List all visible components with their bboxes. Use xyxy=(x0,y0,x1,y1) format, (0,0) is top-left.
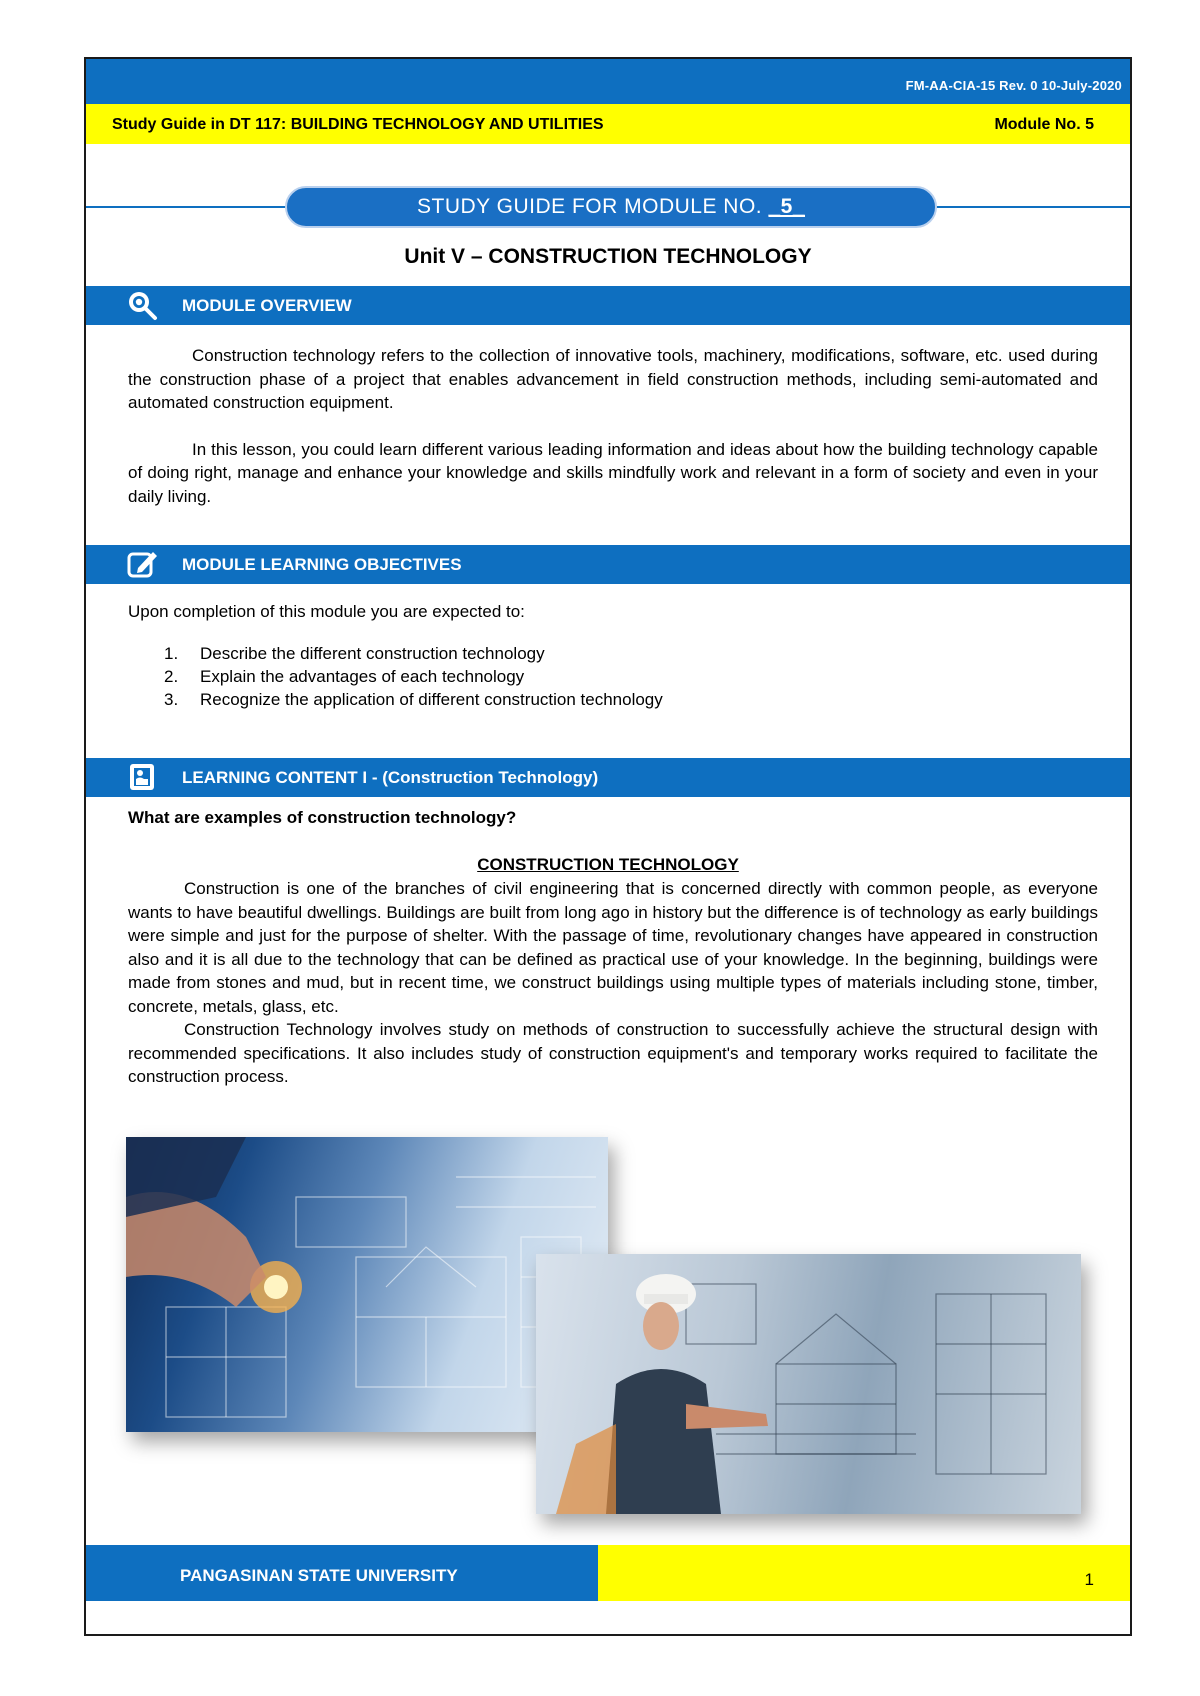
engineer-photo xyxy=(536,1254,1081,1514)
content-text xyxy=(128,877,1098,1089)
banner-prefix: STUDY GUIDE FOR MODULE NO. xyxy=(416,195,769,218)
content-heading: LEARNING CONTENT I - (Construction Technology) xyxy=(182,768,599,787)
magnifier-icon xyxy=(126,289,158,321)
overview-heading: MODULE OVERVIEW xyxy=(182,296,352,315)
overview-paragraph-2: In this lesson, you could learn different various leading information and ideas about how the building technology capable of doing right, manage and enhance your knowledge and skills mindfully work and relevant in a form of society and even in your daily living. xyxy=(128,439,1098,506)
module-banner xyxy=(285,186,937,228)
unit-title: Unit V – CONSTRUCTION TECHNOLOGY xyxy=(404,245,812,268)
content-question: What are examples of construction technology? xyxy=(128,808,517,827)
module-number-label: Module No. 5 xyxy=(994,116,1094,133)
footer-university: PANGASINAN STATE UNIVERSITY xyxy=(180,1566,458,1585)
content-section-bar xyxy=(86,758,1130,797)
list-item: 1. Describe the different construction technology xyxy=(164,644,545,663)
list-item: 2. Explain the advantages of each technology xyxy=(164,667,525,686)
overview-text xyxy=(128,344,1098,508)
content-paragraph-1: Construction is one of the branches of civil engineering that is concerned directly with common people, as everyone wants to have beautiful dwellings. Buildings are built from long ago in history but the difference is of technology as early buildings were simple and just for the purpose of shelter. With the passage of time, revolutionary changes have appeared in construction also and it is all due to the technology that can be defined as practical use of your knowledge. In the beginning, buildings were made from stones and mud, but in recent time, we construct buildings using multiple types of materials including stone, timber, concrete, metals, glass, etc. xyxy=(128,879,1098,1016)
objectives-heading: MODULE LEARNING OBJECTIVES xyxy=(182,555,462,574)
engineer-drawing xyxy=(536,1254,1081,1514)
page-number: 1 xyxy=(1084,1570,1094,1589)
list-item: 3. Recognize the application of different construction technology xyxy=(164,690,663,709)
objectives-list xyxy=(128,642,663,711)
footer-yellow-bar xyxy=(598,1545,1130,1601)
content-subheading: CONSTRUCTION TECHNOLOGY xyxy=(477,855,739,874)
study-guide-title: Study Guide in DT 117: BUILDING TECHNOLOGY AND UTILITIES xyxy=(112,116,604,133)
overview-paragraph-1: Construction technology refers to the collection of innovative tools, machinery, modifications, software, etc. used during the construction phase of a project that enables advancement in field construction methods, including semi-automated and automated construction equipment. xyxy=(128,346,1098,412)
banner-module-number: _5_ xyxy=(768,195,806,218)
objectives-section-bar xyxy=(86,545,1130,584)
content-paragraph-2: Construction Technology involves study on methods of construction to successfully achieve the structural design with recommended specifications. It also includes study of construction equipment's and temporary works required to facilitate the construction process. xyxy=(128,1020,1098,1086)
edit-icon xyxy=(126,548,158,580)
form-code: FM-AA-CIA-15 Rev. 0 10-July-2020 xyxy=(905,78,1122,93)
objectives-intro: Upon completion of this module you are expected to: xyxy=(128,602,525,621)
book-reader-icon xyxy=(126,761,158,793)
overview-section-bar xyxy=(86,286,1130,325)
